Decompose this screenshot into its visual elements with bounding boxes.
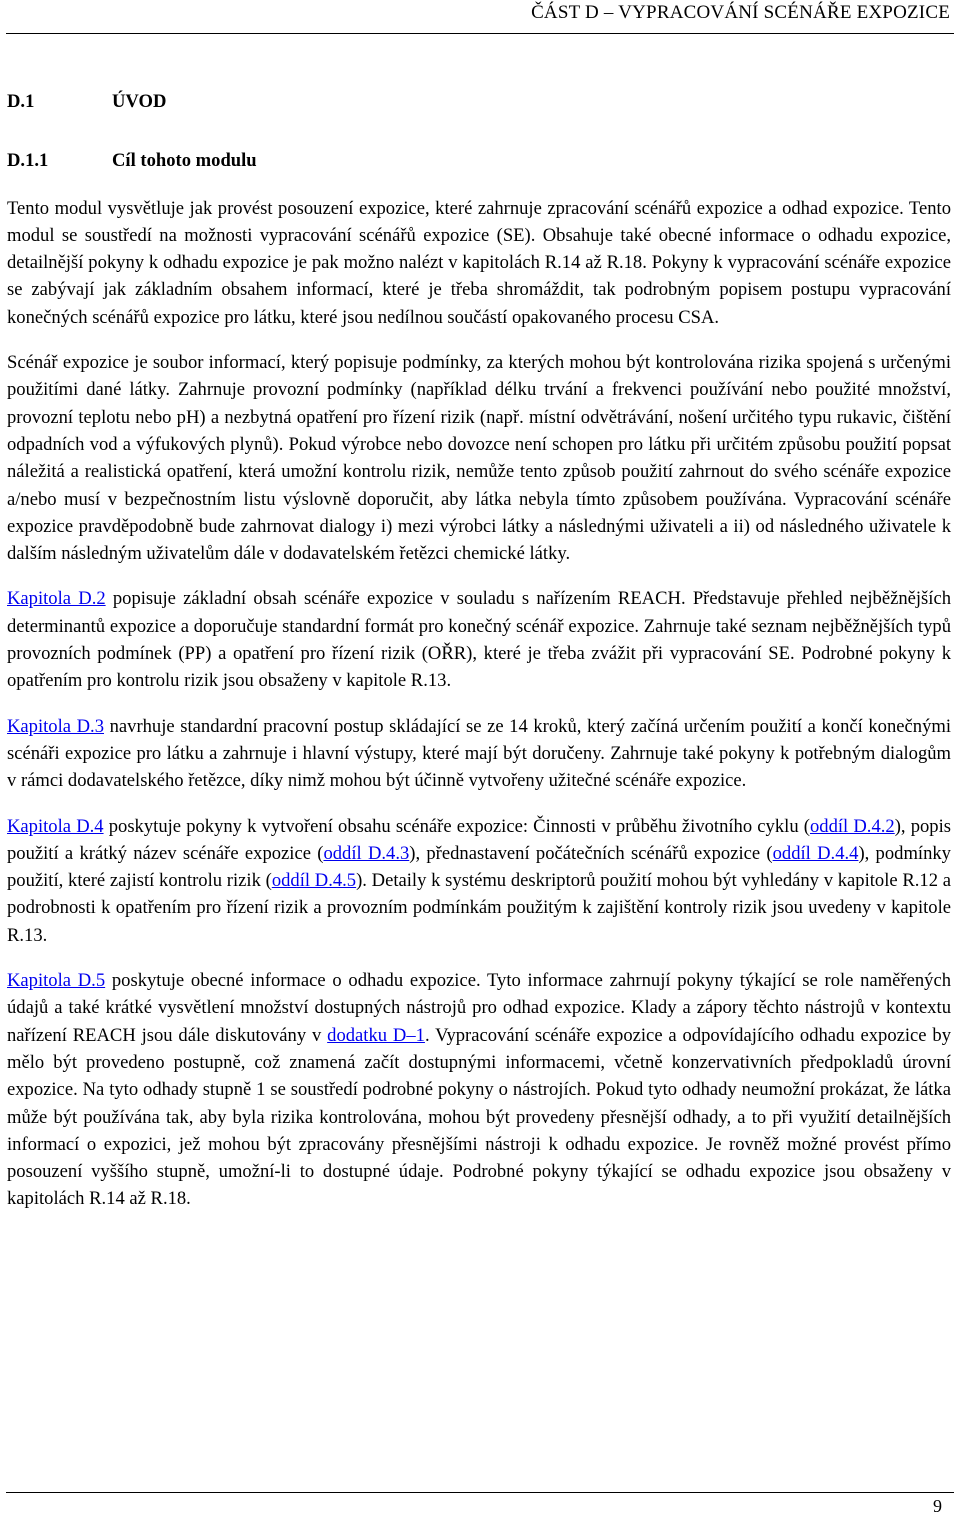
link-section-d4-2[interactable]: oddíl D.4.2 xyxy=(809,815,895,837)
paragraph-text: . Vypracování scénáře expozice a odpovídajícího odhadu expozice by mělo být provedeno postupně, což znamená začít dostupnými informacemi, včetně konzervativních předpokladů úrovní expozice. Na tyto odhady stupně 1 se soustředí podrobné pokyny o nástrojích. Pokud tyto odhady neumožní prokázat, že látka může být používána tak, aby byla rizika kontrolována, mohou být provedeny přesnější odhady, a to při využití detailnějších informací o expozici, jež mohou být zpracovány přesnějšími nástroji k odhadu expozice. Je rovněž možné provést přímo posouzení vyššího stupně, umožní-li to dostupné údaje. Podrobné pokyny týkající se odhadu expozice jsou obsaženy v kapitolách R.14 až R.18. xyxy=(7,1024,952,1210)
subsection-number: D.1.1 xyxy=(7,150,49,172)
footer-divider xyxy=(6,1492,954,1493)
paragraph-text: poskytuje pokyny k vytvoření obsahu scénáře expozice: Činnosti v průběhu životního cyklu ( xyxy=(103,815,810,837)
link-section-d4-5[interactable]: oddíl D.4.5 xyxy=(271,870,357,892)
section-heading xyxy=(7,88,951,115)
paragraph-text: ). Detaily k systému deskriptorů použití mohou být vyhledány v kapitole R.12 a podrobnosti k opatřením pro řízení rizik a provozním podmínkám použitým k zajištění kontroly rizik jsou uvedeny v kapitole R.13. xyxy=(7,870,951,946)
header-divider xyxy=(6,33,954,34)
link-chapter-d4[interactable]: Kapitola D.4 xyxy=(7,815,104,837)
link-chapter-d5[interactable]: Kapitola D.5 xyxy=(7,970,106,992)
link-section-d4-4[interactable]: oddíl D.4.4 xyxy=(772,842,859,864)
running-header: ČÁST D – VYPRACOVÁNÍ SCÉNÁŘE EXPOZICE xyxy=(531,2,950,23)
link-appendix-d1[interactable]: dodatku D–1 xyxy=(327,1024,425,1046)
section-title: ÚVOD xyxy=(112,91,167,112)
paragraph-chapter-d3 xyxy=(7,713,951,795)
paragraph-scenario-definition: Scénář expozice je soubor informací, který popisuje podmínky, za kterých mohou být kontrolována rizika spojená s určenými použitími dané látky. Zahrnuje provozní podmínky (například délku trvání a frekvenci používání nebo použité množství, provozní teplotu nebo pH) a nezbytná opatření pro řízení rizik (např. místní odvětrávání, nošení určitého typu rukavic, čištění odpadních vod a výfukových plynů). Pokud výrobce nebo dovozce není schopen pro látku při určitém způsobu použití popsat náležitá a realistická opatření, která umožní kontrolu rizik, nemůže tento způsob použití zahrnout do svého scénáře expozice a/nebo musí v bezpečnostním listu výslovně doporučit, aby látka nebyla tímto způsobem používána. Vypracování scénáře expozice pravděpodobně bude zahrnovat dialogy i) mezi výrobci látky a následnými uživateli a ii) od následného uživatele k dalším následným uživatelům dále v dodavatelském řetězci chemické látky. xyxy=(7,352,951,565)
paragraph-text: ), popis použití a krátký název scénáře expozice ( xyxy=(7,815,951,864)
paragraph-chapter-d2 xyxy=(7,585,951,694)
subsection-heading xyxy=(7,147,951,174)
paragraph-chapter-d4 xyxy=(7,813,951,949)
link-chapter-d3[interactable]: Kapitola D.3 xyxy=(7,715,104,737)
document-body xyxy=(7,84,951,1231)
paragraph-text: popisuje základní obsah scénáře expozice v souladu s nařízením REACH. Představuje přehled nejběžnějších determinantů expozice a doporučuje standardní formát pro konečný scénář expozice. Zahrnuje také seznam nejběžnějších typů provozních podmínek (PP) a opatření pro řízení rizik (OŘR), které je třeba zvážit při vypracování SE. Podrobné pokyny k opatřením pro kontrolu rizik jsou obsaženy v kapitole R.13. xyxy=(7,588,952,692)
paragraph-text: poskytuje obecné informace o odhadu expozice. Tyto informace zahrnují pokyny týkající se role naměřených údajů a také krátké vysvětlení množství dostupných nástrojů pro odhad expozice. Klady a zápory těchto nástrojů v kontextu nařízení REACH jsou dále diskutovány v xyxy=(7,970,952,1046)
paragraph-text: ), přednastavení počátečních scénářů expozice ( xyxy=(409,842,773,864)
section-number: D.1 xyxy=(7,91,35,112)
link-section-d4-3[interactable]: oddíl D.4.3 xyxy=(323,842,410,864)
paragraph-intro: Tento modul vysvětluje jak provést posouzení expozice, které zahrnuje zpracování scénářů expozice a odhad expozice. Tento modul se soustředí na možnosti vypracování scénářů expozice (SE). Obsahuje také obecné informace o odhadu expozice, detailnější pokyny k odhadu expozice je pak možno nalézt v kapitolách R.14 až R.18. Pokyny k vypracování scénáře expozice se zabývají jak základním obsahem informací, které je třeba shromáždit, tak podrobným popisem postupu vypracování konečných scénářů expozice pro látku, které jsou nedílnou součástí opakovaného procesu CSA. xyxy=(7,197,951,328)
subsection-title: Cíl tohoto modulu xyxy=(112,150,257,172)
link-chapter-d2[interactable]: Kapitola D.2 xyxy=(7,588,106,610)
paragraph-text: navrhuje standardní pracovní postup skládající se ze 14 kroků, který začíná určením použití a končí konečnými scénáři expozice pro látku a zahrnuje i hlavní výstupy, které mají být doručeny. Zahrnuje také pokyny k potřebným dialogům v rámci dodavatelského řetězce, díky nimž mohou být účinně vytvořeny užitečné scénáře expozice. xyxy=(7,715,951,792)
paragraph-chapter-d5 xyxy=(7,967,951,1213)
page-number: 9 xyxy=(933,1496,942,1516)
paragraph-text: ), podmínky použití, které zajistí kontrolu rizik ( xyxy=(7,842,951,892)
